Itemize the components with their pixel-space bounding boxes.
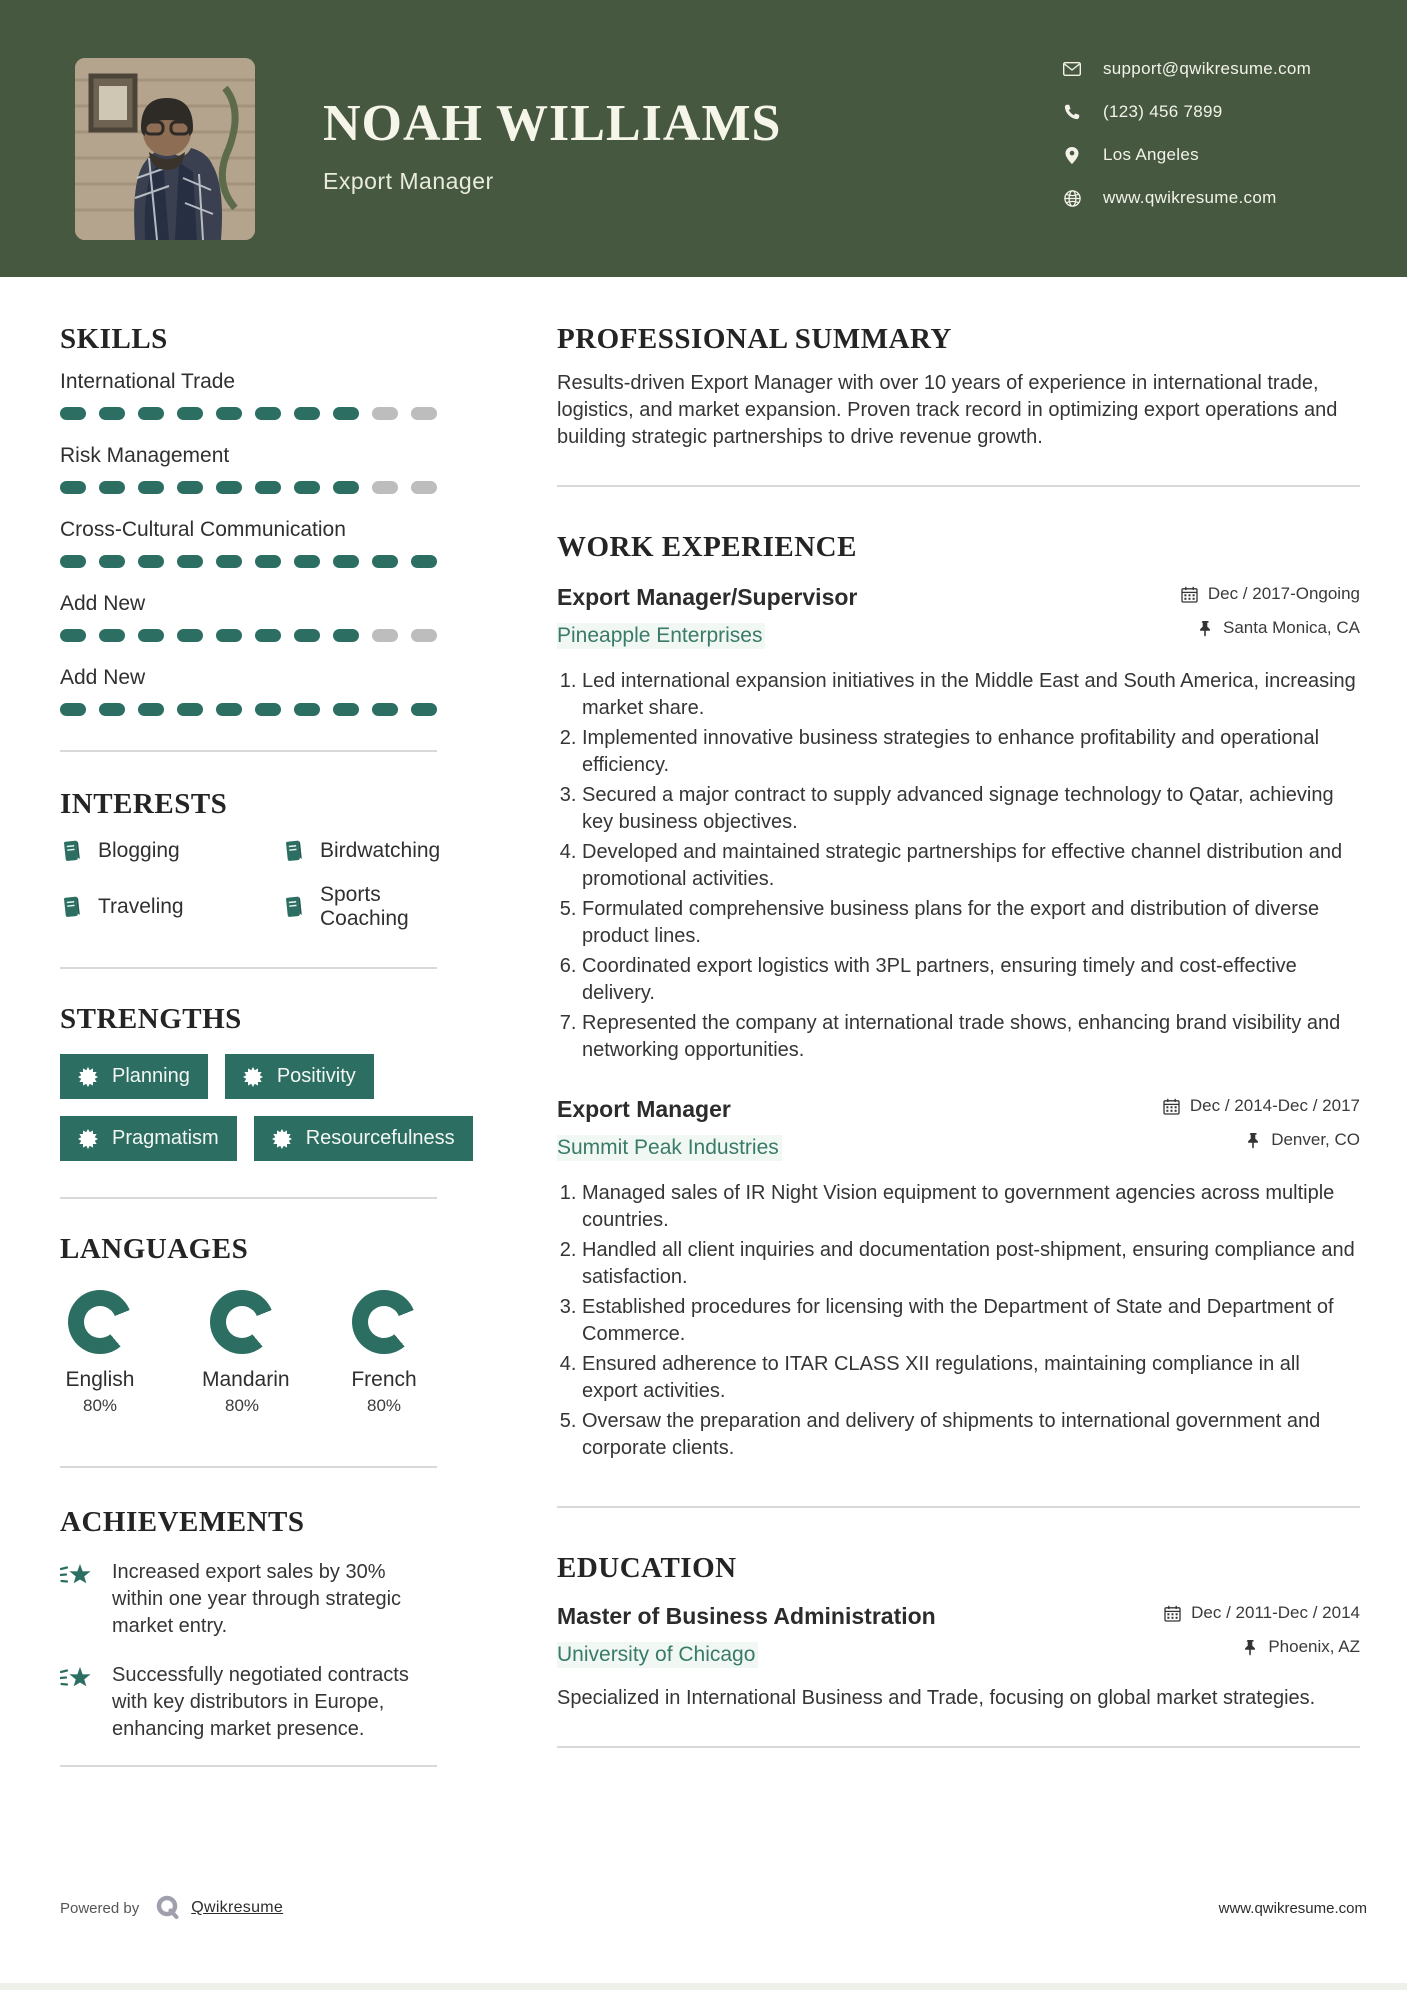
divider [60, 1466, 437, 1468]
job-location: Denver, CO [1163, 1130, 1360, 1150]
skills-heading: SKILLS [60, 323, 168, 355]
education-meta [1164, 1603, 1360, 1671]
language-progress-ring [210, 1290, 274, 1354]
location-icon [1063, 146, 1081, 164]
main-column [557, 277, 1360, 1767]
interest-item: Sports Coaching [282, 883, 440, 931]
profile-photo [75, 58, 255, 240]
bottom-accent-strip [0, 1983, 1407, 1990]
job-title: Export Manager/Supervisor [557, 584, 858, 610]
book-icon [59, 839, 83, 863]
header [0, 0, 1407, 277]
person-name: NOAH WILLIAMS [323, 95, 782, 152]
starburst-icon [78, 1129, 98, 1149]
pushpin-icon [1196, 620, 1213, 637]
strengths-heading: STRENGTHS [60, 1003, 242, 1035]
phone-icon [1063, 103, 1081, 121]
job-meta [1181, 584, 1360, 652]
divider [557, 485, 1360, 487]
person-title: Export Manager [323, 168, 494, 194]
job-meta [1163, 1096, 1360, 1164]
language-item: Mandarin 80% [202, 1290, 282, 1416]
interest-item: Blogging [60, 839, 282, 863]
strength-badge: Planning [60, 1054, 208, 1099]
job-bullet: 5. Formulated comprehensive business plans for the export and distribution of diverse product lines. [582, 896, 1360, 950]
job-header [557, 1096, 1360, 1164]
job-bullet: 3. Established procedures for licensing with the Department of State and Department of Commerce. [582, 1294, 1360, 1348]
contact-phone: (123) 456 7899 [1063, 101, 1311, 123]
job-bullet: 4. Ensured adherence to ITAR CLASS XII regulations, maintaining compliance in all export activities. [582, 1351, 1360, 1405]
job-bullet-list [557, 668, 1360, 1064]
job-bullet: 1. Managed sales of IR Night Vision equipment to government agencies across multiple countries. [582, 1180, 1360, 1234]
skills-list [60, 370, 437, 716]
shooting-star-icon [60, 1664, 92, 1694]
achievement-item: Increased export sales by 30% within one year through strategic market entry. [60, 1559, 437, 1640]
job-company: Pineapple Enterprises [557, 623, 765, 649]
achievements-heading: ACHIEVEMENTS [60, 1506, 305, 1538]
strengths-list [60, 1054, 500, 1161]
language-item: French 80% [344, 1290, 424, 1416]
education-location: Phoenix, AZ [1164, 1637, 1360, 1657]
strength-badge: Positivity [225, 1054, 374, 1099]
email-icon [1063, 60, 1081, 78]
pushpin-icon [1244, 1132, 1261, 1149]
job-bullet: 1. Led international expansion initiatives in the Middle East and South America, increasing market share. [582, 668, 1360, 722]
language-item: English 80% [60, 1290, 140, 1416]
achievement-item: Successfully negotiated contracts with key distributors in Europe, enhancing market presence. [60, 1662, 437, 1743]
book-icon [281, 839, 305, 863]
job-bullet: 7. Represented the company at international trade shows, enhancing brand visibility and networking opportunities. [582, 1010, 1360, 1064]
skill-level-bar [60, 629, 437, 642]
language-progress-ring [352, 1290, 416, 1354]
job-bullet: 6. Coordinated export logistics with 3PL partners, ensuring timely and cost-effective delivery. [582, 953, 1360, 1007]
identity-block [323, 95, 782, 195]
divider [557, 1746, 1360, 1748]
education-header [557, 1603, 1360, 1671]
skill-level-bar [60, 407, 437, 420]
starburst-icon [243, 1067, 263, 1087]
globe-icon [1063, 189, 1081, 207]
languages-list [60, 1290, 437, 1416]
job-header [557, 584, 1360, 652]
skill-item: Cross-Cultural Communication [60, 518, 437, 568]
job-bullet: 2. Handled all client inquiries and documentation post-shipment, ensuring compliance and satisfaction. [582, 1237, 1360, 1291]
education-heading: EDUCATION [557, 1552, 737, 1584]
pushpin-icon [1241, 1639, 1258, 1656]
starburst-icon [272, 1129, 292, 1149]
contact-website[interactable]: www.qwikresume.com [1063, 187, 1311, 209]
skill-item: Risk Management [60, 444, 437, 494]
summary-heading: PROFESSIONAL SUMMARY [557, 323, 952, 355]
divider [60, 967, 437, 969]
starburst-icon [78, 1067, 98, 1087]
job-dates: Dec / 2017-Ongoing [1181, 584, 1360, 604]
job-dates: Dec / 2014-Dec / 2017 [1163, 1096, 1360, 1116]
divider [557, 1506, 1360, 1508]
interest-item: Traveling [60, 883, 282, 931]
strength-badge: Resourcefulness [254, 1116, 473, 1161]
education-entry [557, 1603, 1360, 1712]
education-dates: Dec / 2011-Dec / 2014 [1164, 1603, 1360, 1623]
job-bullet: 5. Oversaw the preparation and delivery of shipments to international government and corporate clients. [582, 1408, 1360, 1462]
footer [60, 1895, 1367, 1921]
skill-item-add-new[interactable]: Add New [60, 666, 437, 716]
education-school: University of Chicago [557, 1642, 758, 1668]
interest-item: Birdwatching [282, 839, 440, 863]
job-bullet: 4. Developed and maintained strategic partnerships for effective channel distribution and promotional activities. [582, 839, 1360, 893]
calendar-icon [1164, 1605, 1181, 1622]
contact-list [1063, 58, 1311, 230]
job-location: Santa Monica, CA [1181, 618, 1360, 638]
divider [60, 750, 437, 752]
qwikresume-logo-icon [155, 1895, 181, 1921]
book-icon [59, 895, 83, 919]
education-description: Specialized in International Business and Trade, focusing on global market strategies. [557, 1687, 1316, 1709]
job-company: Summit Peak Industries [557, 1135, 782, 1161]
powered-by-label: Powered by [60, 1899, 140, 1917]
job-bullet: 3. Secured a major contract to supply advanced signage technology to Qatar, achieving key business objectives. [582, 782, 1360, 836]
language-progress-ring [68, 1290, 132, 1354]
sidebar [60, 277, 455, 1767]
job-entry [557, 1096, 1360, 1462]
book-icon [281, 895, 305, 919]
achievements-list [60, 1559, 437, 1743]
skill-item: International Trade [60, 370, 437, 420]
job-bullet-list [557, 1180, 1360, 1462]
languages-heading: LANGUAGES [60, 1233, 249, 1265]
footer-website: www.qwikresume.com [1218, 1899, 1367, 1917]
job-bullet: 2. Implemented innovative business strategies to enhance profitability and operational efficiency. [582, 725, 1360, 779]
shooting-star-icon [60, 1561, 92, 1591]
summary-text: Results-driven Export Manager with over 10 years of experience in international trade, logistics, and market expansion. Proven track record in optimizing export operations and building strategic partnerships to drive revenue growth. [557, 372, 1338, 448]
skill-level-bar [60, 703, 437, 716]
divider [60, 1765, 437, 1767]
job-entry [557, 584, 1360, 1064]
job-title: Export Manager [557, 1096, 731, 1122]
calendar-icon [1163, 1098, 1180, 1115]
interests-list [60, 839, 441, 931]
work-experience-heading: WORK EXPERIENCE [557, 531, 857, 563]
education-degree: Master of Business Administration [557, 1603, 936, 1629]
skill-level-bar [60, 555, 437, 568]
skill-level-bar [60, 481, 437, 494]
contact-email[interactable]: support@qwikresume.com [1063, 58, 1311, 80]
divider [60, 1197, 437, 1199]
profile-photo-art [75, 58, 255, 240]
skill-item-add-new[interactable]: Add New [60, 592, 437, 642]
interests-heading: INTERESTS [60, 788, 228, 820]
strength-badge: Pragmatism [60, 1116, 237, 1161]
contact-location: Los Angeles [1063, 144, 1311, 166]
body [0, 277, 1407, 1767]
qwikresume-link[interactable]: Qwikresume [191, 1899, 284, 1916]
calendar-icon [1181, 586, 1198, 603]
